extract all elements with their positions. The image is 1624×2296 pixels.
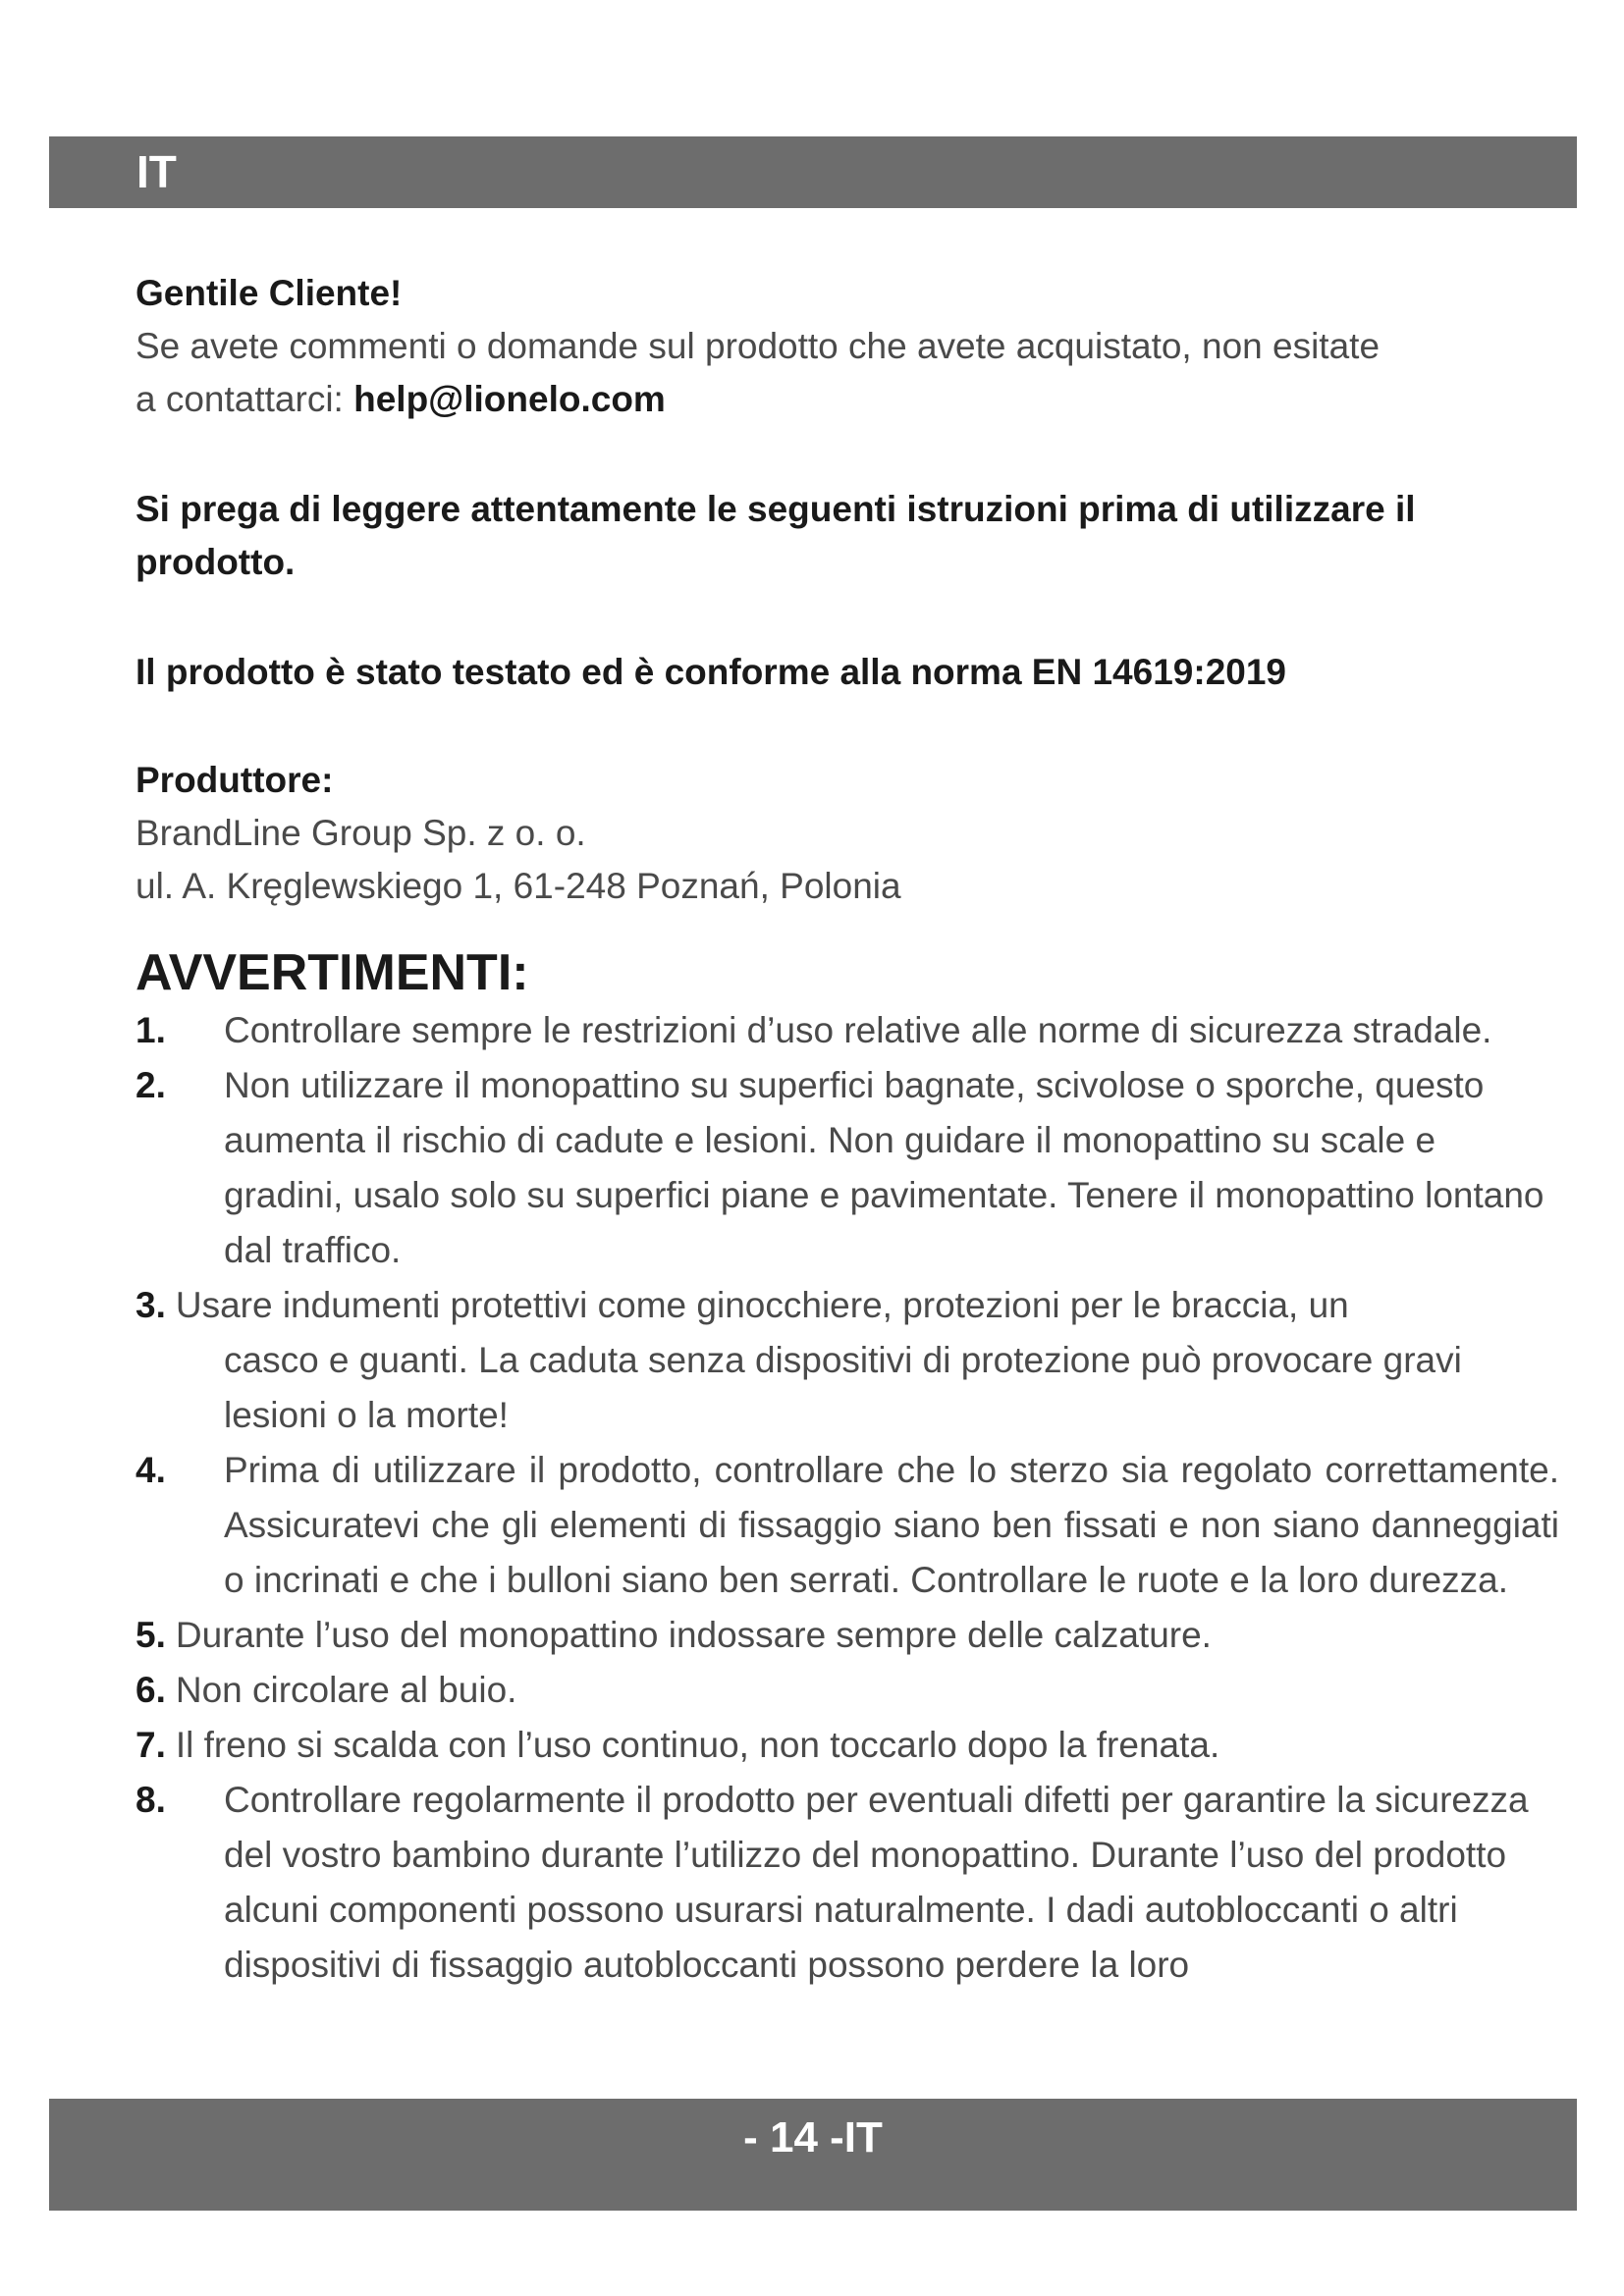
- warning-text: Prima di utilizzare il prodotto, controllare che lo sterzo sia regolato correttamente. Assicuratevi che gli elementi di fissaggio siano ben fissati e non siano danneggiati o incrinati e che i bulloni siano ben serrati. Controllare le ruote e la loro durezza.: [224, 1450, 1559, 1600]
- warning-item-6: [135, 1663, 1559, 1718]
- warning-text-first: Usare indumenti protettivi come ginocchiere, protezioni per le braccia, un: [175, 1285, 1349, 1325]
- warning-number: 2.: [135, 1065, 166, 1105]
- greeting-title: Gentile Cliente!: [135, 273, 403, 313]
- instructions-note: Si prega di leggere attentamente le seguenti istruzioni prima di utilizzare il prodotto.: [135, 489, 1416, 582]
- greeting-line-2-prefix: a contattarci:: [135, 379, 354, 419]
- warning-number: 6.: [135, 1670, 166, 1710]
- greeting-line-2: [135, 373, 1559, 426]
- warning-text: Il freno si scalda con l’uso continuo, non toccarlo dopo la frenata.: [175, 1725, 1220, 1765]
- warning-number: 1.: [135, 1010, 166, 1050]
- footer-page-bar: [49, 2099, 1577, 2211]
- warnings-list: [135, 1003, 1559, 1993]
- warning-item-7: [135, 1718, 1559, 1773]
- warning-item-2: [135, 1058, 1559, 1278]
- page-content: [135, 267, 1559, 1993]
- manufacturer-address: ul. A. Kręglewskiego 1, 61-248 Poznań, Polonia: [135, 866, 901, 906]
- warning-item-3: [135, 1278, 1559, 1443]
- warning-text: Durante l’uso del monopattino indossare sempre delle calzature.: [175, 1615, 1212, 1655]
- manufacturer-name: BrandLine Group Sp. z o. o.: [135, 813, 586, 853]
- support-email: help@lionelo.com: [353, 379, 666, 419]
- warning-number: 4.: [135, 1450, 166, 1490]
- header-language-bar: [49, 136, 1577, 208]
- warning-text: Controllare regolarmente il prodotto per eventuali difetti per garantire la sicurezza del vostro bambino durante l’utilizzo del monopattino. Durante l’uso del prodotto alcuni componenti possono usurarsi naturalmente. I dadi autobloccanti o altri dispositivi di fissaggio autobloccanti possono perdere la loro: [224, 1780, 1529, 1985]
- warning-item-4: [135, 1443, 1559, 1608]
- warning-text: Non circolare al buio.: [175, 1670, 517, 1710]
- warning-item-1: [135, 1003, 1559, 1058]
- warning-text-rest: casco e guanti. La caduta senza dispositivi di protezione può provocare gravi lesioni o la morte!: [224, 1340, 1462, 1435]
- manufacturer-label: Produttore:: [135, 760, 334, 800]
- greeting-line-1: Se avete commenti o domande sul prodotto che avete acquistato, non esitate: [135, 326, 1380, 366]
- compliance-note: Il prodotto è stato testato ed è conforme alla norma EN 14619:2019: [135, 652, 1287, 692]
- warning-item-5: [135, 1608, 1559, 1663]
- warning-text: Controllare sempre le restrizioni d’uso relative alle norme di sicurezza stradale.: [224, 1010, 1492, 1050]
- warning-number: 5.: [135, 1615, 166, 1655]
- warnings-title: AVVERTIMENTI:: [135, 944, 529, 1001]
- warning-number: 8.: [135, 1780, 166, 1820]
- page-number-label: - 14 -IT: [743, 2113, 883, 2162]
- warning-text: Non utilizzare il monopattino su superfici bagnate, scivolose o sporche, questo aumenta il rischio di cadute e lesioni. Non guidare il monopattino su scale e gradini, usalo solo su superfici piane e pavimentate. Tenere il monopattino lontano dal traffico.: [224, 1065, 1544, 1270]
- warning-number: 7.: [135, 1725, 166, 1765]
- warning-number: 3.: [135, 1285, 166, 1325]
- header-language-label: IT: [136, 146, 177, 197]
- warning-item-8: [135, 1773, 1559, 1993]
